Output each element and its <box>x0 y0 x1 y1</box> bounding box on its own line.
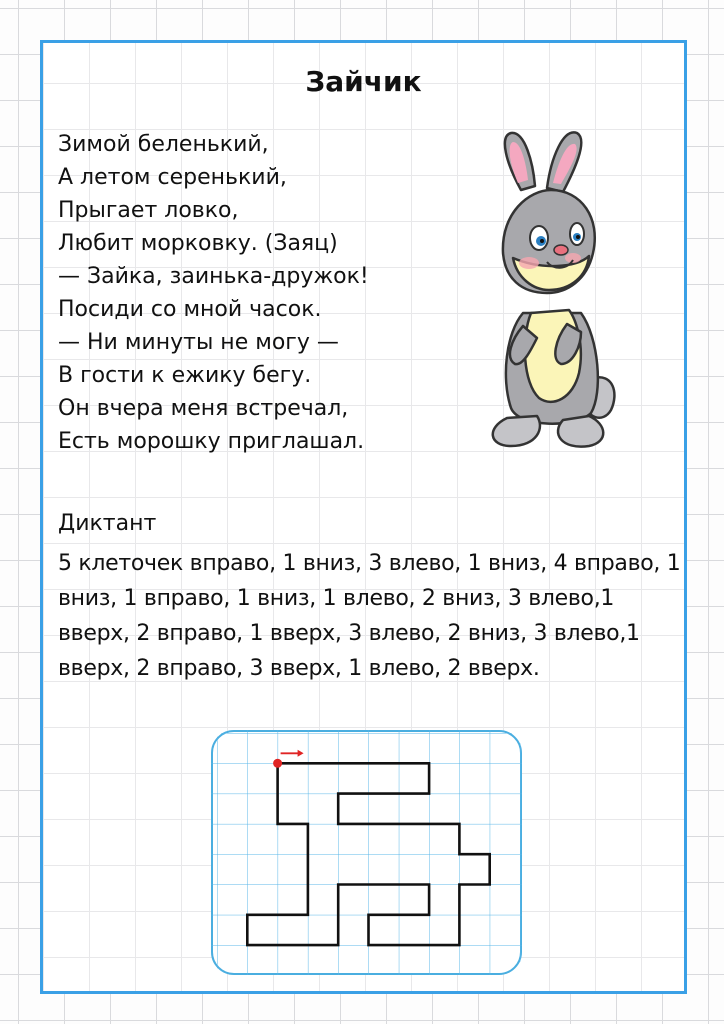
worksheet-frame <box>40 40 687 994</box>
poem-line: — Ни минуты не могу — <box>58 330 339 355</box>
poem-line: Зимой беленький, <box>58 132 269 157</box>
poem-line: — Зайка, заинька-дружок! <box>58 264 369 289</box>
poem-line: Он вчера меня встречал, <box>58 396 349 421</box>
bunny-illustration <box>481 128 621 473</box>
poem-line: В гости к ежику бегу. <box>58 363 312 388</box>
poem-line: Есть морошку приглашал. <box>58 429 365 454</box>
dictation-grid <box>211 730 522 975</box>
poem-line: Прыгает ловко, <box>58 198 239 223</box>
poem-line: А летом серенький, <box>58 165 287 190</box>
poem-line: Посиди со мной часок. <box>58 297 322 322</box>
dictation-instructions: 5 клеточек вправо, 1 вниз, 3 влево, 1 вниз, 4 вправо, 1 вниз, 1 вправо, 1 вниз, 1 влево, 2 вниз, 3 влево,1 вверх, 2 вправо, 1 вверх, 3 влево, 2 вниз, 3 влево,1 вверх, 2 вправо, 3 вверх, 1 влево, 2 вверх. <box>58 551 681 681</box>
poem <box>58 128 369 458</box>
poem-line: Любит морковку. (Заяц) <box>58 231 338 256</box>
start-point-marker <box>273 759 282 768</box>
dictation-heading: Диктант <box>58 511 157 536</box>
page-title: Зайчик <box>305 65 422 98</box>
